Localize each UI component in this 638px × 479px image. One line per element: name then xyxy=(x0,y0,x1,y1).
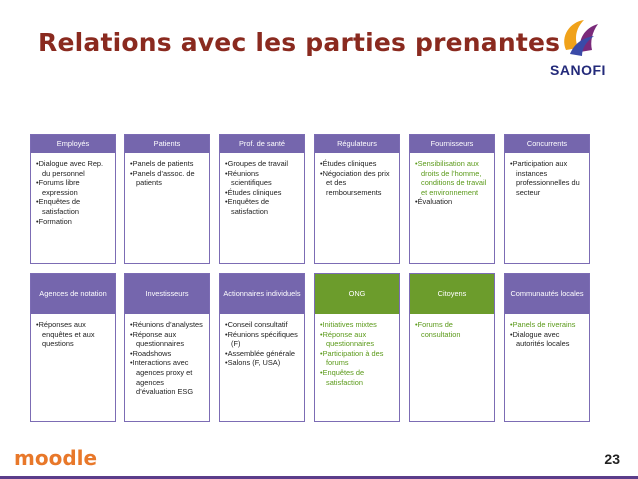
stakeholder-card-item: • Forums libre expression xyxy=(36,178,111,197)
stakeholder-card-list xyxy=(125,153,209,188)
stakeholder-card xyxy=(504,273,590,422)
stakeholder-card-header: Agences de notation xyxy=(31,274,115,314)
stakeholder-card-list xyxy=(31,314,115,349)
stakeholder-card-item: • Participation à des forums xyxy=(320,349,395,368)
stakeholder-card-item: • Forums de consultation xyxy=(415,320,490,339)
stakeholder-card xyxy=(124,134,210,264)
stakeholder-card-item: • Réponses aux enquêtes et aux questions xyxy=(36,320,111,349)
stakeholder-card-item: • Panels de riverains xyxy=(510,320,585,330)
stakeholder-card-list xyxy=(220,314,304,368)
stakeholder-card-item: • Dialogue avec Rep. du personnel xyxy=(36,159,111,178)
stakeholder-card-header: Régulateurs xyxy=(315,135,399,153)
stakeholder-card-list xyxy=(220,153,304,217)
moodle-logo: moodle xyxy=(14,446,98,470)
stakeholder-card-item: • Évaluation xyxy=(415,197,490,207)
stakeholder-card-item: • Dialogue avec autorités locales xyxy=(510,330,585,349)
stakeholder-card-item: • Formation xyxy=(36,217,111,227)
stakeholder-card xyxy=(409,273,495,422)
stakeholder-card-item: • Négociation des prix et des remboursements xyxy=(320,169,395,198)
stakeholder-card-item: • Enquêtes de satisfaction xyxy=(320,368,395,387)
stakeholder-card-list xyxy=(410,153,494,207)
stakeholder-card xyxy=(504,134,590,264)
stakeholder-card-header: Communautés locales xyxy=(505,274,589,314)
stakeholder-card-header: Citoyens xyxy=(410,274,494,314)
stakeholder-card-item: • Enquêtes de satisfaction xyxy=(225,197,300,216)
stakeholder-card-header: ONG xyxy=(315,274,399,314)
page-number: 23 xyxy=(604,451,620,467)
stakeholder-card xyxy=(314,273,400,422)
sanofi-logo-text: SANOFI xyxy=(550,62,606,78)
stakeholder-card xyxy=(219,273,305,422)
stakeholder-card-item: • Initiatives mixtes xyxy=(320,320,395,330)
stakeholder-card xyxy=(314,134,400,264)
stakeholder-card-item: • Salons (F, USA) xyxy=(225,358,300,368)
stakeholder-card-item: • Études cliniques xyxy=(320,159,395,169)
stakeholder-card xyxy=(30,273,116,422)
stakeholder-card-item: • Panels de patients xyxy=(130,159,205,169)
stakeholder-card-item: • Réunions scientifiques xyxy=(225,169,300,188)
stakeholder-card xyxy=(409,134,495,264)
stakeholder-card-item: • Groupes de travail xyxy=(225,159,300,169)
sanofi-logo xyxy=(538,14,618,76)
stakeholder-card-header: Actionnaires individuels xyxy=(220,274,304,314)
stakeholder-card-item: • Sensibilisation aux droits de l’homme, conditions de travail et environnement xyxy=(415,159,490,197)
stakeholder-card-item: • Enquêtes de satisfaction xyxy=(36,197,111,216)
stakeholder-card-list xyxy=(31,153,115,226)
stakeholder-card-item: • Panels d’assoc. de patients xyxy=(130,169,205,188)
stakeholder-card-header: Investisseurs xyxy=(125,274,209,314)
stakeholder-card-item: • Réponse aux questionnaires xyxy=(130,330,205,349)
stakeholder-card-list xyxy=(410,314,494,339)
stakeholder-card xyxy=(219,134,305,264)
page-title: Relations avec les parties prenantes xyxy=(38,28,561,57)
stakeholder-card-item: • Participation aux instances professionnelles du secteur xyxy=(510,159,585,197)
stakeholder-card-item: • Réunions spécifiques (F) xyxy=(225,330,300,349)
stakeholder-card-header: Patients xyxy=(125,135,209,153)
stakeholder-card xyxy=(30,134,116,264)
stakeholder-card xyxy=(124,273,210,422)
stakeholder-card-item: • Conseil consultatif xyxy=(225,320,300,330)
stakeholder-card-list xyxy=(315,153,399,197)
stakeholder-card-item: • Interactions avec agences proxy et agences d’évaluation ESG xyxy=(130,358,205,396)
stakeholder-card-list xyxy=(125,314,209,397)
stakeholder-card-item: • Études cliniques xyxy=(225,188,300,198)
stakeholder-card-header: Employés xyxy=(31,135,115,153)
sanofi-bird-icon xyxy=(556,14,602,60)
stakeholder-card-header: Fournisseurs xyxy=(410,135,494,153)
stakeholder-card-item: • Assemblée générale xyxy=(225,349,300,359)
stakeholder-card-header: Concurrents xyxy=(505,135,589,153)
stakeholder-card-list xyxy=(315,314,399,387)
stakeholder-card-list xyxy=(505,153,589,197)
stakeholder-card-item: • Roadshows xyxy=(130,349,205,359)
stakeholder-card-item: • Réunions d’analystes xyxy=(130,320,205,330)
stakeholder-card-list xyxy=(505,314,589,349)
stakeholder-card-header: Prof. de santé xyxy=(220,135,304,153)
stakeholder-card-item: • Réponse aux questionnaires xyxy=(320,330,395,349)
